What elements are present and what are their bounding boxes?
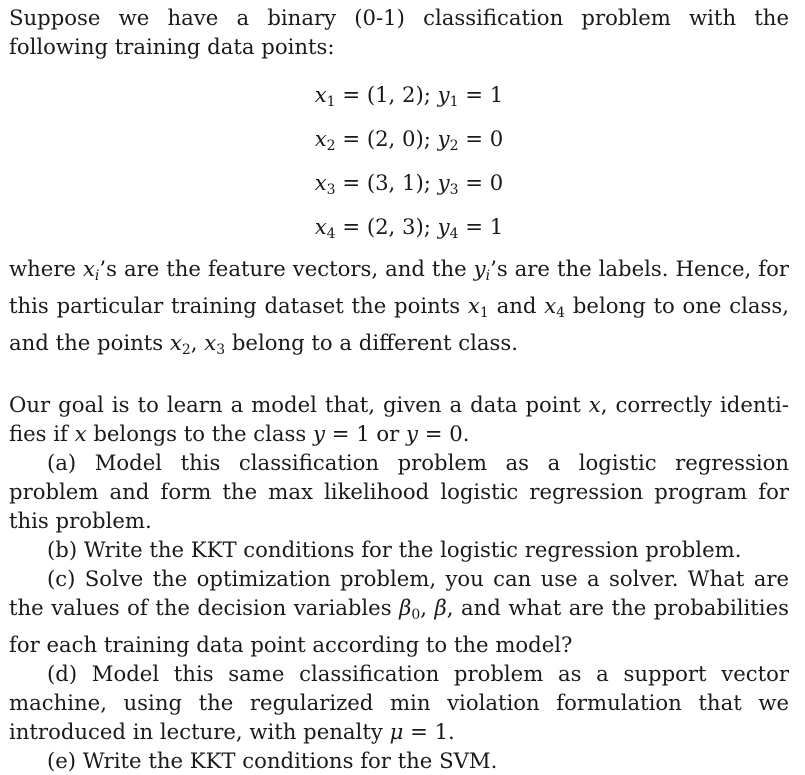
training-point-3: $x_3 = (3$, 1); $y_3 = 0$: [314, 170, 504, 198]
question-e: (e) Write the KKT conditions for the SVM.: [47, 748, 498, 773]
goal-paragraph: Our goal is to learn a model that, given a data point x, correctly identi-fies if x belongs to the class y = 1 or y = 0.: [9, 392, 789, 446]
question-d: (d) Model this same classification problem as a support vector machine, using the regularized min violation formulation that we introduced in lecture, with penalty μ = 1.: [9, 661, 789, 744]
paragraph-gap: [9, 365, 789, 390]
training-point-2: $x_2 = (2$, 0); $y_2 = 0$: [314, 126, 504, 154]
intro-paragraph: Suppose we have a binary (0-1) classification problem with the following training data points:: [9, 5, 789, 59]
document: [9, 0, 789, 775]
training-points: [9, 73, 789, 249]
explanation-paragraph: where $x_i’s$ are the feature vectors, and the $y_i’s$ are the labels. Hence, for this particular training dataset the points $x_1$ and $x_4$ belong to one class, and the points $x_2$, $x_3$ belong to a different class.: [9, 256, 790, 358]
training-point-4: $x_4 = (2$, 3); $y_4 = 1$: [314, 214, 504, 242]
training-point-1: $x_1 = (1$, 2); $y_1 = 1$: [314, 82, 504, 110]
question-list: [9, 448, 789, 775]
question-b: (b) Write the KKT conditions for the logistic regression problem.: [47, 537, 742, 562]
question-c: (c) Solve the optimization problem, you can use a solver. What are the values of the decision variables $\beta_0$, β, and what are the probabilities for each training data point according to the model?: [9, 566, 789, 657]
question-a: (a) Model this classification problem as a logistic regression problem and form the max likelihood logistic regression program for this problem.: [9, 450, 789, 533]
